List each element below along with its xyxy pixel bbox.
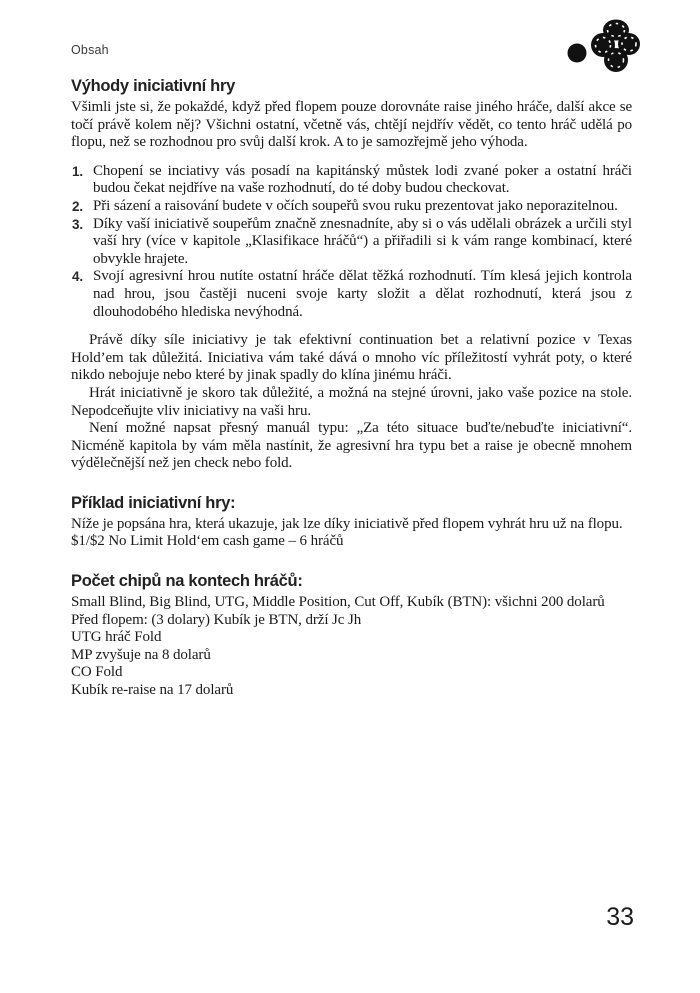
list-item: [71, 216, 632, 269]
intro-paragraph: Všimli jste si, že pokaždé, když před flopem pouze dorovnáte raise jiného hráče, další akce se točí právě kolem něj? Všichni ostatní, včetně vás, chtějí nejdřív vědět, co tento hráč udělá po flopu, než se rozhodnou pro svůj další krok. A to je samozřejmě jeho výhoda.: [71, 99, 632, 151]
list-item-number: 1.: [72, 163, 84, 179]
poker-chips-icon: [566, 18, 644, 72]
list-item: [71, 198, 632, 216]
list-item-number: 4.: [72, 269, 84, 285]
section-heading-example: Příklad iniciativní hry:: [71, 493, 236, 512]
chips-line: Small Blind, Big Blind, UTG, Middle Position, Cut Off, Kubík (BTN): všichni 200 dolarů: [71, 594, 605, 611]
chips-line: MP zvyšuje na 8 dolarů: [71, 646, 211, 663]
list-item-text: Při sázení a raisování budete v očích soupeřů svou ruku prezentovat jako neporazitelnou.: [93, 197, 618, 214]
chips-line: CO Fold: [71, 664, 123, 681]
list-item: [71, 163, 632, 198]
game-info-line: $1/$2 No Limit Hold‘em cash game – 6 hráčů: [71, 533, 344, 550]
list-item-text: Chopení se inciativy vás posadí na kapitánský můstek lodi zvané poker a ostatní hráči budou čekat nejdříve na vaše rozhodnutí, do té doby budou checkovat.: [93, 162, 632, 197]
list-item-number: 3.: [72, 216, 84, 232]
page-content: [71, 77, 632, 700]
chips-line: UTG hráč Fold: [71, 629, 162, 646]
page-number: 33: [606, 903, 634, 931]
example-paragraph: Níže je popsána hra, která ukazuje, jak lze díky iniciativě před flopem vyhrát hru už na flopu.: [71, 515, 623, 532]
section-heading-advantages: Výhody iniciativní hry: [71, 77, 235, 95]
body-paragraph: Hrát iniciativně je skoro tak důležité, a možná na stejné úrovni, jako vaše pozice na stole. Nepodceňujte vliv iniciativy na vaši hru.: [71, 384, 632, 419]
chips-line: Před flopem: (3 dolary) Kubík je BTN, drží Jc Jh: [71, 611, 362, 628]
list-item: [71, 268, 632, 321]
body-paragraph: Není možné napsat přesný manuál typu: „Za této situace buďte/nebuďte iniciativní“. Nicméně kapitola by vám měla nastínit, že agresivní hra typu bet a raise je obecně mnohem výdělečnější než jen check nebo fold.: [71, 420, 632, 472]
chips-line: Kubík re-raise na 17 dolarů: [71, 682, 234, 699]
list-item-text: Svojí agresivní hrou nutíte ostatní hráče dělat těžká rozhodnutí. Tím klesá jejich kontrola nad hrou, jsou častěji nuceni svoje karty složit a dělat rozhodnutí, která jsou z dlouhodobého hlediska nevýhodná.: [93, 268, 632, 320]
list-item-number: 2.: [72, 198, 84, 214]
advantages-list: [71, 163, 632, 321]
list-item-text: Díky vaší iniciativě soupeřům značně znesnadníte, aby si o vás udělali obrázek a určili styl vaší hry (více v kapitole „Klasifikace hráčů“) a přiřadili si k vám range kombinací, které obvykle hrajete.: [93, 215, 632, 267]
running-header: Obsah: [71, 43, 109, 57]
body-paragraph: Právě díky síle iniciativy je tak efektivní continuation bet a relativní pozice v Texas Hold’em tak důležitá. Iniciativa vám také dává o mnoho víc příležitostí vyhrát poty, o které nikdo nebojuje nebo které by jinak spadly do klína jinému hráči.: [71, 332, 632, 384]
section-heading-chips: Počet chipů na kontech hráčů:: [71, 572, 303, 591]
